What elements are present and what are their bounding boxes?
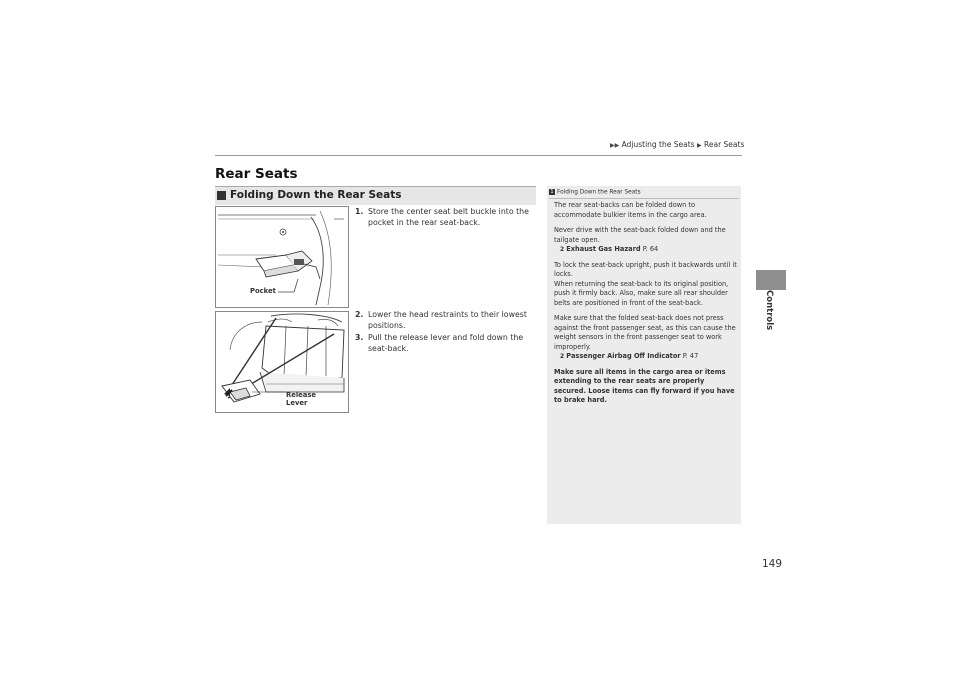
release-lever-label bbox=[286, 391, 316, 407]
section-heading bbox=[215, 186, 536, 205]
note-warning: Make sure all items in the cargo area or items extending to the rear seats are properly secured. Loose items can fly forward if you have to brake hard. bbox=[554, 367, 735, 404]
note-paragraph: To lock the seat-back upright, push it backwards until it locks. bbox=[554, 260, 737, 278]
cross-reference-title: Passenger Airbag Off Indicator bbox=[566, 352, 681, 360]
figure-release-lever bbox=[215, 311, 349, 413]
page-number: 149 bbox=[761, 558, 782, 570]
breadcrumb-arrow-icon: ▶ bbox=[696, 142, 702, 149]
release-lever-label-line1: Release bbox=[286, 391, 317, 399]
chapter-tab-label[interactable] bbox=[756, 290, 786, 350]
step-3 bbox=[355, 333, 533, 354]
note-paragraph: Never drive with the seat-back folded down and the tailgate open. bbox=[554, 226, 726, 244]
breadcrumb-item-rear-seats[interactable]: Rear Seats bbox=[703, 140, 745, 149]
note-heading bbox=[549, 189, 739, 199]
rear-seat-illustration bbox=[216, 312, 348, 412]
section-square-icon bbox=[217, 191, 226, 200]
pocket-label: Pocket bbox=[250, 287, 276, 295]
step-number: 3. bbox=[355, 333, 364, 342]
step-text: Store the center seat belt buckle into the pocket in the rear seat-back. bbox=[368, 207, 529, 227]
release-lever-label-line2: Lever bbox=[286, 399, 308, 407]
breadcrumb bbox=[610, 140, 744, 149]
step-2 bbox=[355, 310, 533, 331]
cross-reference-passenger-airbag[interactable] bbox=[560, 352, 738, 362]
breadcrumb-arrow-icon: ▶▶ bbox=[610, 142, 620, 149]
step-number: 1. bbox=[355, 207, 364, 216]
step-1 bbox=[355, 207, 533, 228]
note-icon: 1 bbox=[550, 189, 554, 195]
note-heading-text: Folding Down the Rear Seats bbox=[557, 189, 641, 196]
breadcrumb-item-adjusting-seats[interactable]: Adjusting the Seats bbox=[621, 140, 695, 149]
cross-reference-arrow-icon: 2 bbox=[560, 353, 565, 360]
seat-pocket-illustration bbox=[216, 207, 348, 307]
page-title: Rear Seats bbox=[215, 166, 298, 182]
step-number: 2. bbox=[355, 310, 364, 319]
cross-reference-title: Exhaust Gas Hazard bbox=[566, 245, 641, 253]
header-divider bbox=[215, 155, 742, 156]
chapter-tab-marker[interactable] bbox=[756, 270, 786, 290]
cross-reference-page: P. 64 bbox=[642, 245, 659, 253]
step-text: Pull the release lever and fold down the seat-back. bbox=[368, 333, 524, 353]
note-body bbox=[554, 201, 738, 412]
figure-seat-belt-pocket bbox=[215, 206, 349, 308]
note-paragraph: Make sure that the folded seat-back does not press against the front passenger seat, as this can cause the weight sensors in the front passenger seat to work improperly. bbox=[554, 314, 736, 351]
cross-reference-exhaust-gas[interactable] bbox=[560, 245, 738, 255]
note-paragraph: The rear seat-backs can be folded down to accommodate bulkier items in the cargo area. bbox=[554, 201, 707, 219]
cross-reference-arrow-icon: 2 bbox=[560, 246, 565, 253]
section-heading-text: Folding Down the Rear Seats bbox=[230, 189, 402, 201]
step-text: Lower the head restraints to their lowest positions. bbox=[368, 310, 527, 330]
note-panel bbox=[547, 186, 741, 524]
chapter-tab-text: Controls bbox=[764, 290, 774, 331]
cross-reference-page: P. 47 bbox=[682, 352, 699, 360]
note-paragraph: When returning the seat-back to its original position, push it firmly back. Also, make sure all rear shoulder belts are positioned in front of the seat-back. bbox=[554, 279, 729, 307]
